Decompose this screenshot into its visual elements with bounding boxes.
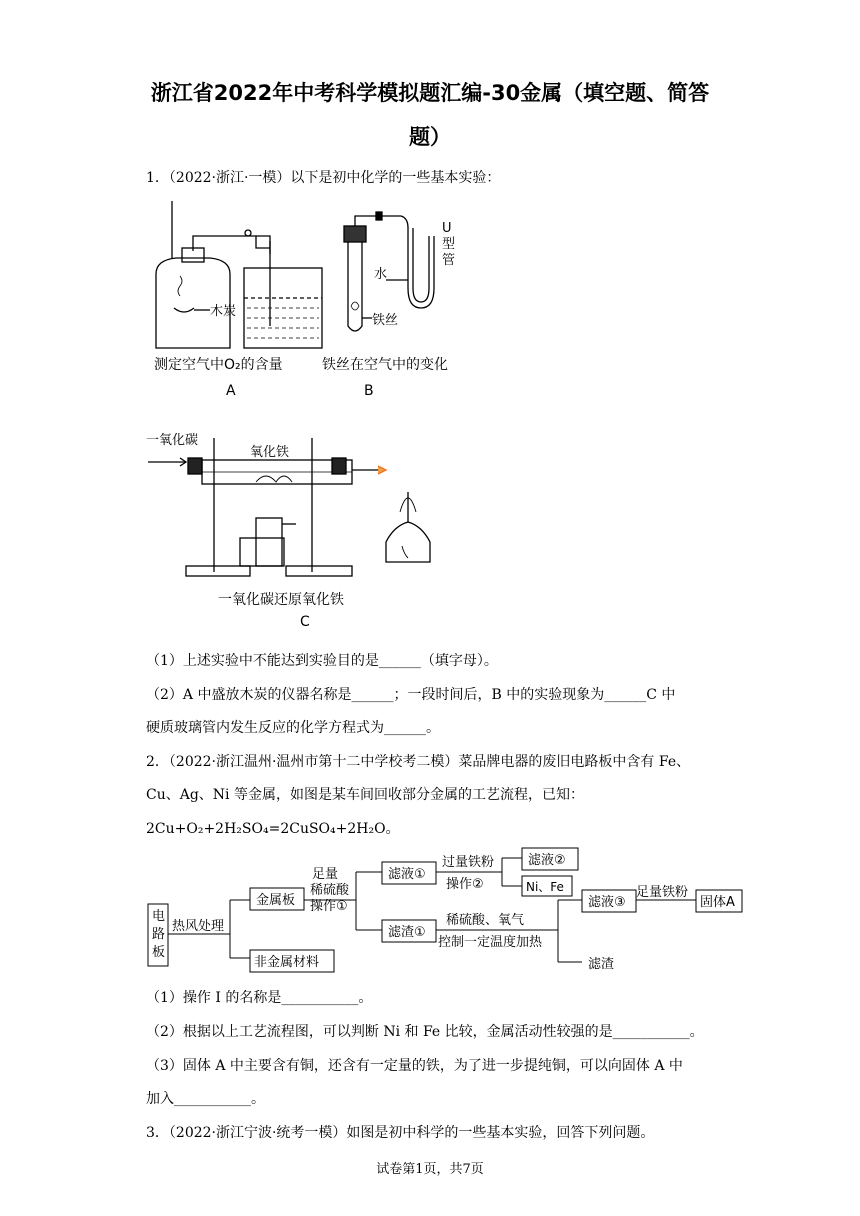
flow-acid-2: 稀硫酸 (310, 883, 350, 898)
flow-residue-final: 滤渣 (588, 957, 615, 972)
letter-b: B (364, 383, 374, 399)
letter-a: A (226, 383, 236, 399)
flow-residue1: 滤渣① (388, 925, 426, 940)
q2-equation: 2Cu+O₂+2H₂SO₄=2CuSO₄+2H₂O。 (146, 821, 400, 837)
label-u-1: U (442, 221, 452, 236)
figure-c (146, 422, 446, 632)
flow-dilute-acid-oxygen: 稀硫酸、氧气 (446, 913, 525, 928)
figure-ab (146, 196, 476, 406)
flow-board-1: 电 (152, 909, 166, 924)
flow-iron-excess: 过量铁粉 (442, 855, 495, 870)
flow-enough-iron: 足量铁粉 (636, 885, 689, 900)
q2-sub2: （2）根据以上工艺流程图，可以判断 Ni 和 Fe 比较，金属活动性较强的是___________。 (146, 1024, 704, 1040)
caption-c: 一氧化碳还原氧化铁 (218, 592, 344, 608)
flow-ni-fe: Ni、Fe (526, 880, 564, 894)
label-charcoal: 木炭 (210, 304, 237, 319)
flow-filtrate3: 滤液③ (588, 895, 626, 910)
q2-stem-line2: Cu、Ag、Ni 等金属，如图是某车间回收部分金属的工艺流程，已知： (146, 787, 584, 803)
q1-sub2-line2: 硬质玻璃管内发生反应的化学方程式为______。 (146, 720, 440, 736)
q1-stem: 1．（2022·浙江·一模）以下是初中化学的一些基本实验： (146, 170, 501, 186)
flow-solid-a: 固体A (700, 895, 735, 910)
caption-b: 铁丝在空气中的变化 (322, 357, 448, 373)
letter-c: C (300, 614, 310, 630)
q2-sub3-line2: 加入___________。 (146, 1091, 265, 1107)
q1-sub1: （1）上述实验中不能达到实验目的是______（填字母）。 (146, 653, 498, 669)
label-co: 一氧化碳 (146, 433, 199, 448)
q1-sub2-line1: （2）A 中盛放木炭的仪器名称是______；一段时间后，B 中的实验现象为______C 中 (146, 687, 676, 703)
document-title-line2: 题） (409, 125, 451, 149)
q2-sub1: （1）操作 I 的名称是___________。 (146, 990, 373, 1006)
label-u-3: 管 (442, 253, 456, 268)
process-flowchart (146, 846, 746, 976)
flow-acid-1: 足量 (312, 867, 339, 882)
q2-sub3-line1: （3）固体 A 中主要含有铜，还含有一定量的铁，为了进一步提纯铜，可以向固体 A 中 (146, 1058, 683, 1074)
flow-filtrate2: 滤液② (528, 853, 566, 868)
flow-filtrate1: 滤液① (388, 867, 426, 882)
flow-acid-3: 操作① (310, 899, 348, 914)
label-iron-wire: 铁丝 (372, 313, 399, 328)
flow-nonmetal: 非金属材料 (254, 955, 320, 970)
label-iron-oxide: 氧化铁 (250, 445, 290, 460)
page-footer: 试卷第1页，共7页 (376, 1162, 484, 1177)
flow-metal-plate: 金属板 (256, 893, 296, 908)
q3-stem: 3．（2022·浙江宁波·统考一模）如图是初中科学的一些基本实验，回答下列问题。 (146, 1125, 655, 1141)
caption-a: 测定空气中O₂的含量 (154, 357, 283, 373)
document-title-line1: 浙江省2022年中考科学模拟题汇编-30金属（填空题、简答 (150, 81, 710, 105)
figure-a-apparatus (156, 201, 322, 348)
label-water: 水 (374, 267, 388, 282)
flow-hot-air: 热风处理 (172, 919, 225, 934)
flow-heat: 控制一定温度加热 (438, 935, 543, 950)
q2-stem-line1: 2．（2022·浙江温州·温州市第十二中学校考二模）菜品牌电器的废旧电路板中含有 Fe、 (146, 754, 691, 770)
flow-board-3: 板 (152, 945, 166, 960)
flow-board-2: 路 (152, 927, 166, 942)
label-u-2: 型 (442, 237, 456, 252)
flow-op2: 操作② (446, 877, 484, 892)
